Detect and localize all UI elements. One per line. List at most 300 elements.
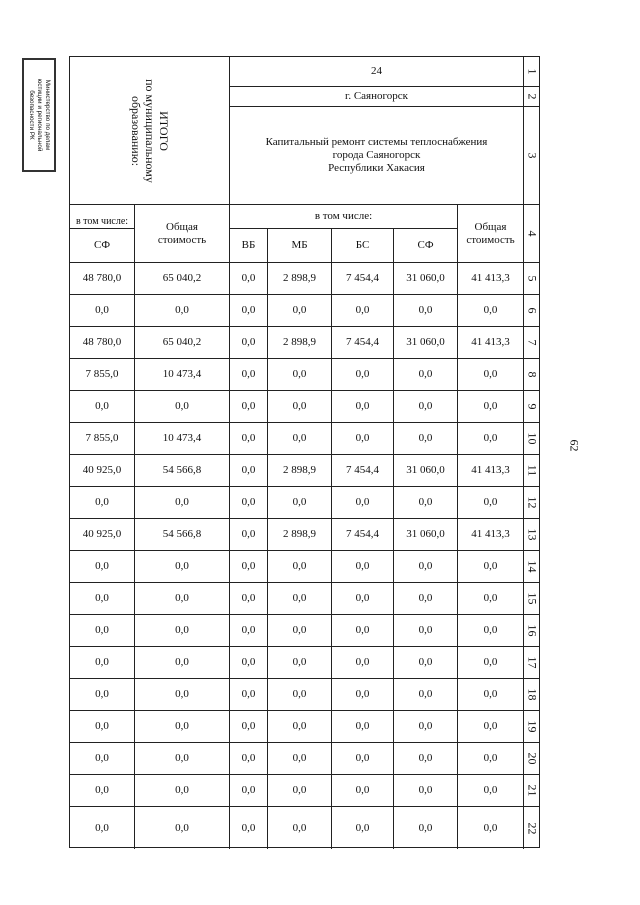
cell-value: 0,0 (241, 400, 256, 412)
cell-value: 0,0 (483, 656, 498, 668)
table-cell (458, 391, 524, 423)
cell-value: 0,0 (95, 821, 109, 834)
col-header-in-total (70, 205, 135, 229)
col-header-group-label: в том числе: (314, 210, 373, 222)
table-cell (135, 519, 230, 551)
table-cell (230, 487, 268, 519)
table-cell (394, 423, 458, 455)
page-number: 62 (567, 439, 582, 452)
cell-value: 0,0 (483, 368, 498, 380)
cell-value: 0,0 (95, 400, 109, 412)
cell-value: 0,0 (483, 496, 498, 508)
row-number: 12 (525, 496, 540, 509)
cell-value: 0,0 (355, 821, 370, 834)
table-cell (135, 551, 230, 583)
row-number-cell (524, 327, 540, 359)
row-number: 5 (525, 275, 540, 282)
cell-value: 0,0 (292, 496, 307, 508)
row-number-cell (524, 295, 540, 327)
table-cell (268, 647, 332, 679)
cell-value: 10 473,4 (162, 368, 202, 380)
cell-value: 0,0 (418, 752, 433, 764)
row-number-cell (524, 615, 540, 647)
cell-value: 65 040,2 (162, 336, 202, 348)
stamp-line: безопасности РК (28, 90, 35, 140)
table-cell (230, 455, 268, 487)
cell-value: 0,0 (418, 496, 433, 508)
table-cell (394, 359, 458, 391)
table-cell (230, 615, 268, 647)
table-cell (458, 679, 524, 711)
table-cell (268, 807, 332, 849)
col-header-bs-label: БС (355, 239, 370, 251)
table-cell (70, 487, 135, 519)
cell-value: 0,0 (175, 592, 189, 604)
cell-value: 0,0 (95, 624, 109, 636)
table-cell (70, 583, 135, 615)
cell-value: 0,0 (418, 720, 433, 732)
table-cell (394, 615, 458, 647)
cell-value: 0,0 (292, 368, 307, 380)
cell-value: 2 898,9 (283, 272, 316, 284)
cell-value: 0,0 (418, 624, 433, 636)
table-cell (332, 295, 394, 327)
table-cell (230, 551, 268, 583)
cell-value: 0,0 (355, 752, 370, 764)
cell-value: 0,0 (483, 432, 498, 444)
city-cell (230, 87, 524, 107)
cell-value: 0,0 (483, 784, 498, 796)
cell-value: 0,0 (241, 784, 256, 796)
cell-value: 0,0 (483, 821, 498, 834)
row-number-cell (524, 775, 540, 807)
table-cell (394, 327, 458, 359)
row-number: 16 (525, 624, 540, 637)
table-cell (332, 391, 394, 423)
table-cell (135, 263, 230, 295)
table-cell (394, 455, 458, 487)
table-cell (394, 711, 458, 743)
row-number-cell (524, 743, 540, 775)
row-number: 15 (525, 592, 540, 605)
project-title-line: города Саяногорск (332, 149, 421, 161)
col-header-total-cost (135, 205, 230, 263)
stamp-line: юстиции и региональной (36, 78, 43, 152)
table-cell (332, 487, 394, 519)
cell-value: 0,0 (95, 496, 109, 508)
col-header-group (230, 205, 458, 229)
col-header-in-total-label: в том числе: (75, 216, 129, 227)
table-cell (394, 263, 458, 295)
col-header-total-cost-label: Общая стоимость (157, 220, 207, 246)
table-cell (458, 455, 524, 487)
row-number-cell (524, 519, 540, 551)
cell-value: 0,0 (483, 624, 498, 636)
table-cell (268, 583, 332, 615)
table-cell (394, 679, 458, 711)
cell-value: 0,0 (292, 720, 307, 732)
cell-value: 0,0 (241, 560, 256, 572)
row-number: 9 (525, 403, 540, 410)
cell-value: 0,0 (292, 624, 307, 636)
cell-value: 0,0 (241, 464, 256, 476)
table-cell (230, 359, 268, 391)
table-cell (332, 583, 394, 615)
row-number-cell (524, 57, 540, 87)
table-cell (70, 327, 135, 359)
cell-value: 0,0 (292, 784, 307, 796)
table-cell (268, 487, 332, 519)
table-cell (458, 551, 524, 583)
cell-value: 0,0 (241, 592, 256, 604)
table-cell (394, 775, 458, 807)
table-cell (230, 743, 268, 775)
cell-value: 65 040,2 (162, 272, 202, 284)
cell-value: 0,0 (355, 688, 370, 700)
table-cell (458, 743, 524, 775)
row-number-cell (524, 391, 540, 423)
row-number-cell (524, 807, 540, 849)
cell-value: 0,0 (355, 656, 370, 668)
table-cell (135, 327, 230, 359)
table-cell (70, 775, 135, 807)
cell-value: 0,0 (483, 720, 498, 732)
cell-value: 0,0 (292, 432, 307, 444)
row-number: 19 (525, 720, 540, 733)
table-cell (135, 423, 230, 455)
table-cell (70, 455, 135, 487)
cell-value: 54 566,8 (162, 464, 202, 476)
cell-value: 2 898,9 (283, 336, 316, 348)
cell-value: 0,0 (241, 304, 256, 316)
row-number: 17 (525, 656, 540, 669)
cell-value: 54 566,8 (162, 528, 202, 540)
cell-value: 0,0 (418, 400, 433, 412)
cell-value: 0,0 (418, 368, 433, 380)
cell-value: 0,0 (95, 304, 109, 316)
project-title (266, 136, 488, 175)
table-cell (394, 391, 458, 423)
table-cell (458, 423, 524, 455)
cell-value: 0,0 (241, 624, 256, 636)
row-number: 20 (525, 752, 540, 765)
cell-value: 0,0 (355, 720, 370, 732)
table-cell (394, 583, 458, 615)
table-cell (332, 519, 394, 551)
cell-value: 0,0 (95, 688, 109, 700)
cell-value: 0,0 (241, 528, 256, 540)
registry-stamp (22, 58, 56, 172)
table-cell (332, 647, 394, 679)
table-cell (268, 359, 332, 391)
cell-value: 0,0 (95, 720, 109, 732)
table-cell (135, 615, 230, 647)
table-cell (230, 807, 268, 849)
table-cell (394, 487, 458, 519)
cell-value: 0,0 (418, 656, 433, 668)
table-cell (70, 295, 135, 327)
table-cell (230, 711, 268, 743)
cell-value: 7 454,4 (346, 272, 379, 284)
row-number-cell (524, 87, 540, 107)
row-number: 11 (525, 464, 540, 477)
table-cell (70, 263, 135, 295)
row-number: 22 (525, 822, 540, 834)
cell-value: 41 413,3 (471, 336, 510, 348)
table-cell (230, 647, 268, 679)
cell-value: 0,0 (418, 821, 433, 834)
table-cell (458, 775, 524, 807)
cell-value: 0,0 (418, 592, 433, 604)
table-cell (458, 647, 524, 679)
cell-value: 7 454,4 (346, 528, 379, 540)
table-cell (332, 615, 394, 647)
table-cell (70, 359, 135, 391)
cell-value: 41 413,3 (471, 528, 510, 540)
cell-value: 0,0 (355, 560, 370, 572)
cell-value: 0,0 (241, 720, 256, 732)
cell-value: 7 855,0 (85, 368, 119, 380)
row-number: 2 (525, 93, 540, 100)
table-cell (458, 327, 524, 359)
col-header-bs (332, 229, 394, 263)
table-cell (268, 263, 332, 295)
cell-value: 0,0 (241, 336, 256, 348)
cell-value: 0,0 (175, 656, 189, 668)
cell-value: 7 454,4 (346, 464, 379, 476)
table-cell (70, 423, 135, 455)
cell-value: 0,0 (175, 821, 189, 834)
table-cell (332, 455, 394, 487)
budget-table (69, 56, 540, 848)
table-cell (70, 391, 135, 423)
table-cell (230, 583, 268, 615)
cell-value: 0,0 (355, 432, 370, 444)
project-number-cell (230, 57, 524, 87)
table-cell (332, 775, 394, 807)
row-number: 8 (525, 371, 540, 378)
cell-value: 0,0 (175, 752, 189, 764)
cell-value: 0,0 (483, 400, 498, 412)
cell-value: 0,0 (355, 368, 370, 380)
table-cell (135, 455, 230, 487)
table-cell (458, 487, 524, 519)
cell-value: 0,0 (95, 784, 109, 796)
cell-value: 0,0 (175, 624, 189, 636)
table-cell (268, 423, 332, 455)
cell-value: 0,0 (292, 304, 307, 316)
cell-value: 0,0 (355, 400, 370, 412)
cell-value: 0,0 (95, 656, 109, 668)
cell-value: 0,0 (418, 688, 433, 700)
cell-value: 0,0 (241, 656, 256, 668)
table-cell (268, 743, 332, 775)
row-number-cell (524, 583, 540, 615)
table-cell (135, 583, 230, 615)
cell-value: 0,0 (292, 688, 307, 700)
row-number: 21 (525, 784, 540, 797)
table-cell (135, 807, 230, 849)
table-cell (458, 711, 524, 743)
row-number-cell (524, 679, 540, 711)
table-cell (394, 743, 458, 775)
cell-value: 48 780,0 (82, 272, 122, 284)
col-header-total-cost2-label: Общая стоимость (466, 220, 515, 246)
table-cell (332, 711, 394, 743)
col-header-sf (70, 229, 135, 263)
table-cell (458, 807, 524, 849)
cell-value: 0,0 (292, 560, 307, 572)
table-cell (458, 615, 524, 647)
table-cell (135, 743, 230, 775)
col-header-sf2 (394, 229, 458, 263)
cell-value: 0,0 (175, 688, 189, 700)
cell-value: 0,0 (483, 688, 498, 700)
cell-value: 31 060,0 (406, 464, 445, 476)
cell-value: 0,0 (241, 368, 256, 380)
cell-value: 0,0 (355, 784, 370, 796)
cell-value: 31 060,0 (406, 528, 445, 540)
itogo-subtitle: по муниципальному образованию: (128, 78, 157, 183)
table-cell (135, 391, 230, 423)
table-cell (458, 519, 524, 551)
table-cell (70, 679, 135, 711)
col-header-sf-label: СФ (93, 239, 111, 251)
table-cell (394, 519, 458, 551)
table-cell (268, 295, 332, 327)
row-number: 1 (525, 68, 540, 75)
cell-value: 0,0 (418, 304, 433, 316)
table-cell (332, 423, 394, 455)
table-cell (268, 551, 332, 583)
table-cell (230, 423, 268, 455)
cell-value: 2 898,9 (283, 528, 316, 540)
itogo-header-cell (70, 57, 230, 205)
project-title-cell (230, 107, 524, 205)
row-number: 4 (525, 230, 540, 237)
table-cell (135, 711, 230, 743)
table-cell (70, 615, 135, 647)
table-cell (268, 455, 332, 487)
table-cell (135, 647, 230, 679)
cell-value: 0,0 (95, 560, 109, 572)
cell-value: 0,0 (483, 592, 498, 604)
cell-value: 0,0 (355, 592, 370, 604)
row-number: 10 (525, 432, 540, 445)
table-cell (268, 519, 332, 551)
cell-value: 0,0 (241, 272, 256, 284)
table-cell (230, 263, 268, 295)
cell-value: 0,0 (241, 432, 256, 444)
cell-value: 10 473,4 (162, 432, 202, 444)
cell-value: 0,0 (483, 752, 498, 764)
table-cell (394, 807, 458, 849)
table-cell (458, 359, 524, 391)
row-number-cell (524, 455, 540, 487)
table-cell (70, 647, 135, 679)
cell-value: 0,0 (355, 624, 370, 636)
cell-value: 0,0 (175, 400, 189, 412)
cell-value: 0,0 (175, 496, 189, 508)
table-cell (394, 551, 458, 583)
table-cell (70, 743, 135, 775)
row-number-cell (524, 263, 540, 295)
cell-value: 0,0 (241, 752, 256, 764)
row-number: 6 (525, 307, 540, 314)
col-header-sf2-label: СФ (417, 239, 434, 251)
cell-value: 0,0 (292, 656, 307, 668)
table-cell (230, 391, 268, 423)
row-number-cell (524, 711, 540, 743)
table-cell (332, 551, 394, 583)
col-header-vb (230, 229, 268, 263)
table-cell (135, 775, 230, 807)
cell-value: 40 925,0 (82, 464, 122, 476)
cell-value: 0,0 (483, 560, 498, 572)
table-cell (458, 295, 524, 327)
row-number: 18 (525, 688, 540, 701)
table-cell (268, 327, 332, 359)
cell-value: 0,0 (292, 400, 307, 412)
cell-value: 0,0 (241, 688, 256, 700)
table-cell (70, 807, 135, 849)
table-cell (332, 679, 394, 711)
col-header-total-cost2 (458, 205, 524, 263)
table-cell (332, 327, 394, 359)
cell-value: 0,0 (418, 784, 433, 796)
cell-value: 31 060,0 (406, 272, 445, 284)
table-cell (230, 295, 268, 327)
row-number: 3 (525, 152, 540, 159)
table-cell (458, 583, 524, 615)
cell-value: 0,0 (355, 304, 370, 316)
row-number-cell (524, 647, 540, 679)
table-cell (135, 679, 230, 711)
row-number-cell (524, 107, 540, 205)
stamp-line: Министерство по делам (44, 79, 51, 151)
table-cell (135, 359, 230, 391)
row-number-cell (524, 551, 540, 583)
row-number-cell (524, 423, 540, 455)
cell-value: 0,0 (241, 821, 256, 834)
cell-value: 0,0 (95, 592, 109, 604)
row-number-cell (524, 487, 540, 519)
cell-value: 0,0 (175, 560, 189, 572)
cell-value: 0,0 (292, 592, 307, 604)
table-cell (458, 263, 524, 295)
table-cell (230, 679, 268, 711)
cell-value: 48 780,0 (82, 336, 122, 348)
row-number: 14 (525, 560, 540, 573)
cell-value: 0,0 (418, 560, 433, 572)
cell-value: 0,0 (355, 496, 370, 508)
project-title-line: Капитальный ремонт системы теплоснабжения (265, 136, 488, 148)
table-cell (135, 295, 230, 327)
cell-value: 0,0 (292, 821, 307, 834)
cell-value: 41 413,3 (471, 464, 510, 476)
cell-value: 7 855,0 (85, 432, 119, 444)
cell-value: 0,0 (483, 304, 498, 316)
cell-value: 0,0 (418, 432, 433, 444)
project-number: 24 (371, 65, 382, 77)
row-number: 13 (525, 528, 540, 541)
project-title-line: Республики Хакасия (328, 162, 425, 174)
col-header-mb (268, 229, 332, 263)
itogo-title: ИТОГО (156, 110, 171, 151)
cell-value: 0,0 (241, 496, 256, 508)
col-header-mb-label: МБ (291, 239, 308, 251)
table-cell (230, 775, 268, 807)
